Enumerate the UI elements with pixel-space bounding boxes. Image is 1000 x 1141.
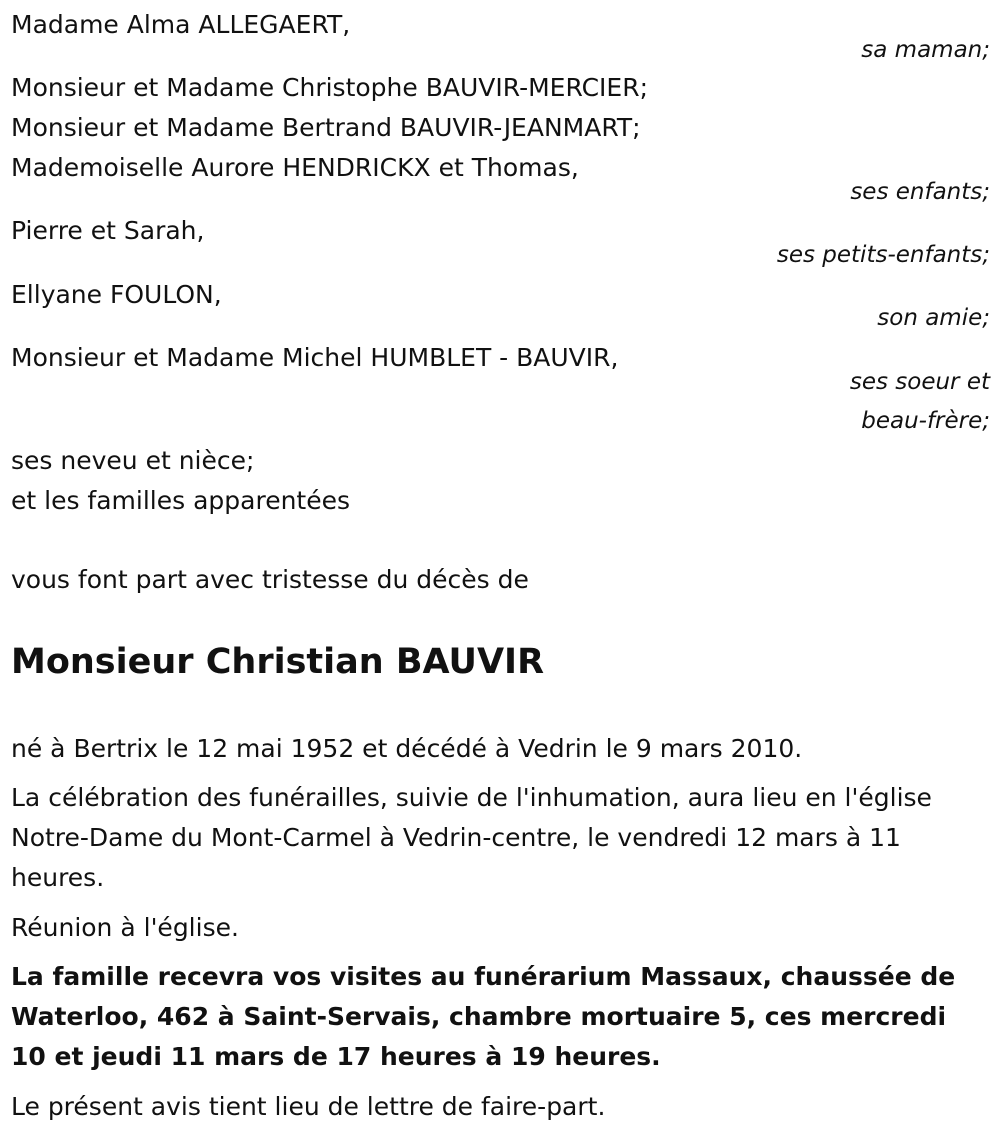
relation-children: ses enfants; (850, 179, 990, 205)
family-line-friend: Ellyane FOULON, (11, 280, 222, 309)
family-line-nephew: ses neveu et nièce; (11, 446, 255, 475)
relation-grandchildren: ses petits-enfants; (776, 242, 990, 268)
family-line-relatives: et les familles apparentées (11, 486, 351, 515)
meeting-text: Réunion à l'église. (11, 913, 239, 942)
notice-text: Le présent avis tient lieu de lettre de faire-part. (11, 1092, 606, 1121)
family-line-child-1: Monsieur et Madame Christophe BAUVIR-MERCIER; (11, 73, 649, 102)
family-line-child-3: Mademoiselle Aurore HENDRICKX et Thomas, (11, 153, 579, 182)
family-line-child-2: Monsieur et Madame Bertrand BAUVIR-JEANMART; (11, 113, 641, 142)
deceased-name: Monsieur Christian BAUVIR (11, 642, 545, 682)
family-line-sister: Monsieur et Madame Michel HUMBLET - BAUVIR, (11, 343, 619, 372)
birth-death-text: né à Bertrix le 12 mai 1952 et décédé à Vedrin le 9 mars 2010. (11, 734, 803, 763)
visits-text: La famille recevra vos visites au funérarium Massaux, chaussée de Waterloo, 462 à Saint-Servais, chambre mortuaire 5, ces mercredi 10 et jeudi 11 mars de 17 heures à 19 heures. (11, 962, 956, 1071)
ceremony-text: La célébration des funérailles, suivie de l'inhumation, aura lieu en l'église Notre-Dame du Mont-Carmel à Vedrin-centre, le vendredi 12 mars à 11 heures. (11, 783, 932, 892)
family-line-mother: Madame Alma ALLEGAERT, (11, 10, 351, 39)
relation-sister-line1: ses soeur et (849, 369, 990, 395)
relation-sister-line2: beau-frère; (861, 408, 990, 434)
family-line-grandchildren: Pierre et Sarah, (11, 216, 205, 245)
relation-friend: son amie; (877, 305, 990, 331)
relation-mother: sa maman; (861, 37, 990, 63)
announcement-intro: vous font part avec tristesse du décès de (11, 565, 529, 594)
